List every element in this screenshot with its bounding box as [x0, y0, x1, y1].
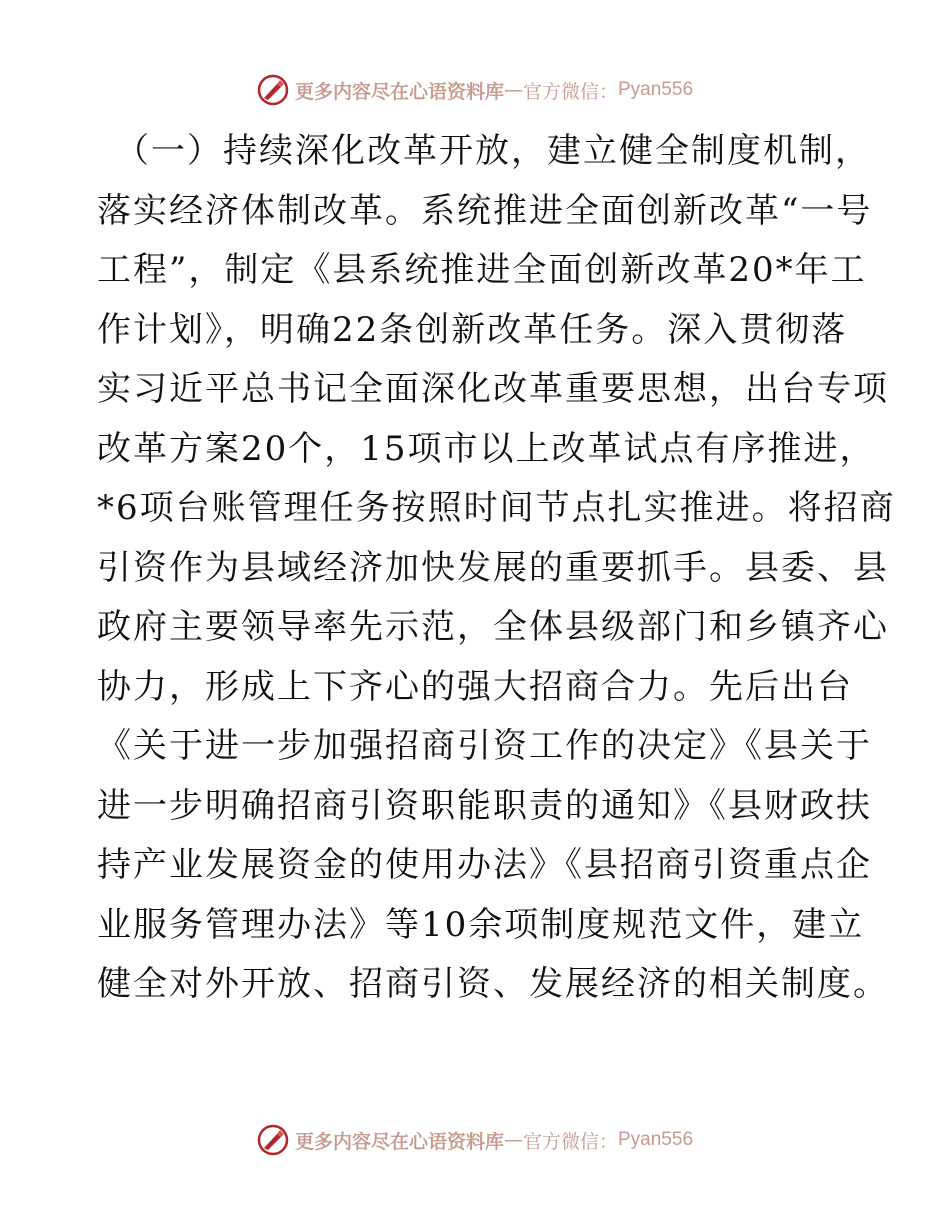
paragraph-line: 落实经济体制改革。系统推进全面创新改革“一号	[97, 190, 873, 231]
pen-logo-icon	[257, 1124, 289, 1156]
paragraph-line: 进一步明确招商引资职能职责的通知》《县财政扶	[97, 785, 872, 826]
paragraph-line: *6项台账管理任务按照时间节点扎实推进。将招商	[97, 488, 896, 528]
paragraph-line: 持产业发展资金的使用办法》《县招商引资重点企	[97, 845, 872, 885]
banner-wechat-label: 官方微信：	[522, 80, 618, 103]
paragraph-line: 作计划》，明确22条创新改革任务。深入贯彻落	[97, 309, 848, 350]
paragraph-line: 改革方案20个，15项市以上改革试点有序推进，	[97, 428, 876, 469]
pen-logo-icon	[257, 74, 289, 106]
paragraph-line: 政府主要领导率先示范，全体县级部门和乡镇齐心	[97, 607, 889, 647]
banner-wechat-label: 官方微信：	[522, 1130, 618, 1153]
banner-brand: 更多内容尽在心语资料库	[294, 80, 504, 103]
footer-banner	[0, 1120, 950, 1160]
banner-wechat-id: Pyan556	[618, 1129, 694, 1150]
banner-dash: —	[503, 79, 523, 101]
document-body	[97, 122, 896, 1015]
paragraph-line: 协力，形成上下齐心的强大招商合力。先后出台	[97, 666, 853, 707]
paragraph-line: 《关于进一步加强招商引资工作的决定》《县关于	[97, 726, 872, 766]
banner-brand: 更多内容尽在心语资料库	[294, 1130, 504, 1153]
paragraph-line: 业服务管理办法》等10余项制度规范文件，建立	[97, 904, 865, 945]
banner-wechat-id: Pyan556	[618, 79, 694, 100]
paragraph-line: 引资作为县域经济加快发展的重要抓手。县委、县	[97, 547, 889, 588]
header-banner	[0, 70, 950, 110]
paragraph-line: 实习近平总书记全面深化改革重要思想，出台专项	[97, 369, 889, 409]
paragraph-line: （一）持续深化改革开放，建立健全制度机制，	[115, 131, 871, 171]
paragraph-line: 健全对外开放、招商引资、发展经济的相关制度。	[97, 964, 889, 1004]
paragraph-line: 工程”，制定《县系统推进全面创新改革20*年工	[97, 250, 867, 290]
banner-dash: —	[503, 1129, 523, 1151]
